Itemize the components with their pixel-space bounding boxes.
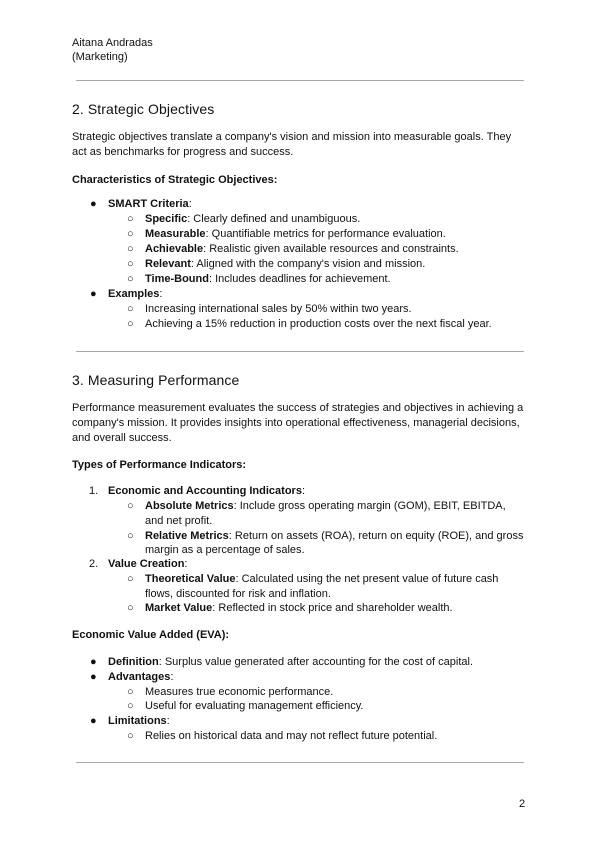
bullet-disc: ●	[90, 198, 97, 210]
list-item: Theoretical Value: Calculated using the net present value of future cash	[145, 573, 499, 585]
bullet-circle: ○	[127, 686, 134, 698]
list-item: Measurable: Quantifiable metrics for performance evaluation.	[145, 228, 446, 240]
divider	[76, 80, 524, 81]
list-item: Time-Bound: Includes deadlines for achievement.	[145, 273, 391, 285]
list-item: Market Value: Reflected in stock price and shareholder wealth.	[145, 602, 453, 614]
section-title-measuring-performance: 3. Measuring Performance	[72, 372, 240, 388]
bullet-circle: ○	[127, 273, 134, 285]
bullet-circle: ○	[127, 243, 134, 255]
section-title-strategic-objectives: 2. Strategic Objectives	[72, 101, 215, 117]
section3-intro-line2: company's mission. It provides insights into operational effectiveness, managerial decisions,	[72, 417, 520, 429]
bullet-disc: ●	[90, 671, 97, 683]
bullet-circle: ○	[127, 318, 134, 330]
list-item-continued: and net profit.	[145, 515, 213, 527]
list-item: Achieving a 15% reduction in production costs over the next fiscal year.	[145, 318, 492, 330]
list-item-continued: margin as a percentage of sales.	[145, 544, 305, 556]
bullet-circle: ○	[127, 602, 134, 614]
bullet-circle: ○	[127, 730, 134, 742]
divider	[76, 351, 524, 352]
bullet-disc: ●	[90, 715, 97, 727]
bullet-circle: ○	[127, 213, 134, 225]
types-subtitle: Types of Performance Indicators:	[72, 459, 247, 471]
list-item-value-creation: Value Creation:	[108, 558, 188, 570]
list-item-examples: Examples:	[108, 288, 163, 300]
list-item-limitations: Limitations:	[108, 715, 170, 727]
section3-intro-line1: Performance measurement evaluates the success of strategies and objectives in achieving a	[72, 402, 524, 414]
list-item: Measures true economic performance.	[145, 686, 334, 698]
author-department: (Marketing)	[72, 51, 128, 63]
list-number: 2.	[89, 558, 99, 570]
bullet-circle: ○	[127, 500, 134, 512]
bullet-circle: ○	[127, 700, 134, 712]
list-item: Relative Metrics: Return on assets (ROA), return on equity (ROE), and gross	[145, 530, 524, 542]
list-item-economic-indicators: Economic and Accounting Indicators:	[108, 485, 306, 497]
list-item-definition: Definition: Surplus value generated after accounting for the cost of capital.	[108, 656, 474, 668]
bullet-disc: ●	[90, 656, 97, 668]
bullet-circle: ○	[127, 573, 134, 585]
list-item: Increasing international sales by 50% within two years.	[145, 303, 412, 315]
list-item: Absolute Metrics: Include gross operating margin (GOM), EBIT, EBITDA,	[145, 500, 506, 512]
eva-subtitle: Economic Value Added (EVA):	[72, 629, 230, 641]
author-name: Aitana Andradas	[72, 37, 153, 49]
bullet-disc: ●	[90, 288, 97, 300]
list-item-smart: SMART Criteria:	[108, 198, 192, 210]
section2-intro-line2: act as benchmarks for progress and success.	[72, 146, 294, 158]
characteristics-subtitle: Characteristics of Strategic Objectives:	[72, 174, 278, 186]
list-item-advantages: Advantages:	[108, 671, 174, 683]
bullet-circle: ○	[127, 228, 134, 240]
list-item: Achievable: Realistic given available resources and constraints.	[145, 243, 459, 255]
list-item-continued: flows, discounted for risk and inflation.	[145, 588, 331, 600]
page-header	[72, 36, 153, 64]
section2-intro-line1: Strategic objectives translate a company's vision and mission into measurable goals. They	[72, 131, 512, 143]
list-item: Specific: Clearly defined and unambiguous.	[145, 213, 361, 225]
page-number: 2	[519, 798, 526, 810]
bullet-circle: ○	[127, 303, 134, 315]
section3-intro-line3: and overall success.	[72, 432, 172, 444]
list-item: Useful for evaluating management efficiency.	[145, 700, 364, 712]
divider	[76, 762, 524, 763]
list-number: 1.	[89, 485, 99, 497]
list-item: Relevant: Aligned with the company's vision and mission.	[145, 258, 426, 270]
bullet-circle: ○	[127, 530, 134, 542]
bullet-circle: ○	[127, 258, 134, 270]
list-item: Relies on historical data and may not reflect future potential.	[145, 730, 438, 742]
